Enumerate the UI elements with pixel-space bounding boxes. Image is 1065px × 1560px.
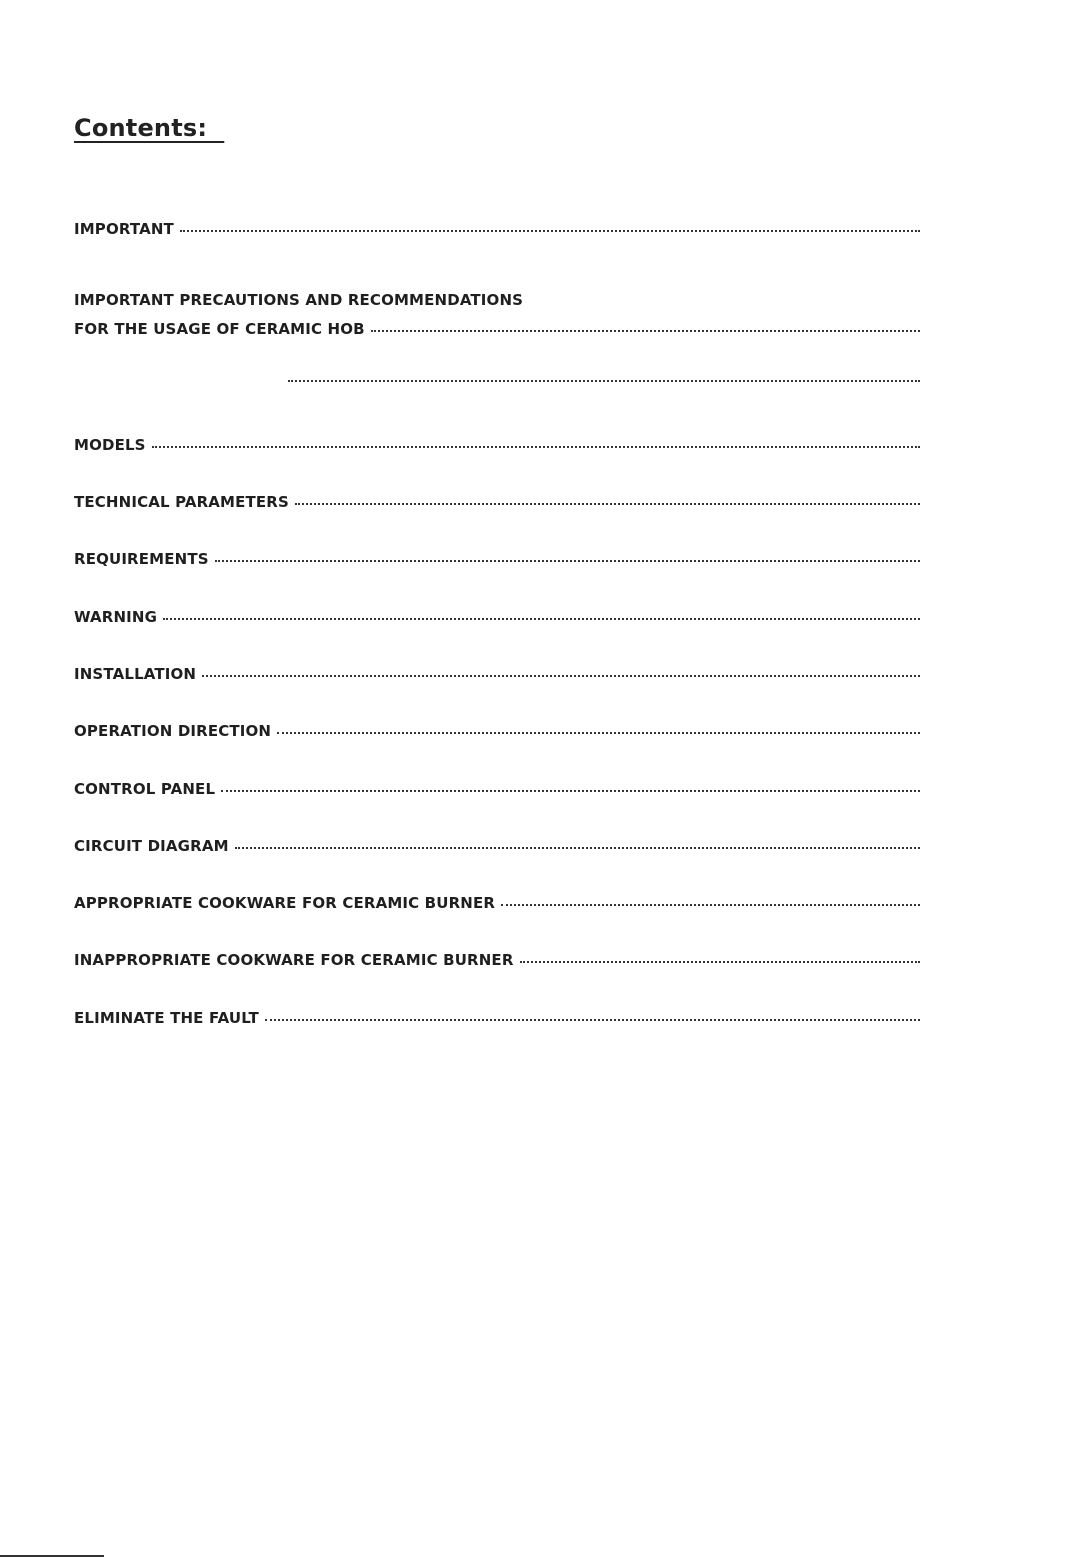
- toc-entry-models[interactable]: [74, 436, 920, 458]
- toc-entry-label: MODELS: [74, 436, 146, 454]
- dot-leader: [501, 901, 920, 906]
- toc-entry-label: CONTROL PANEL: [74, 780, 216, 798]
- dot-leader: [371, 327, 920, 332]
- toc-entry-label: REQUIREMENTS: [74, 550, 209, 568]
- toc-entry-technical-parameters[interactable]: [74, 493, 920, 515]
- toc-entry-appropriate-cookware[interactable]: [74, 894, 920, 916]
- toc-entry-control-panel[interactable]: [74, 780, 920, 802]
- toc-entry-label: INAPPROPRIATE COOKWARE FOR CERAMIC BURNER: [74, 951, 514, 969]
- toc-entry-label: TECHNICAL PARAMETERS: [74, 493, 289, 511]
- toc-entry-operation-direction[interactable]: [74, 722, 920, 744]
- dot-leader: [180, 227, 920, 232]
- toc-entry-important[interactable]: [74, 220, 920, 242]
- dot-leader: [520, 958, 920, 963]
- toc-entry-label: CIRCUIT DIAGRAM: [74, 837, 229, 855]
- dot-leader: [152, 443, 920, 448]
- toc-entry-installation[interactable]: [74, 665, 920, 687]
- toc-entry-label: WARNING: [74, 608, 158, 626]
- toc-entry-circuit-diagram[interactable]: [74, 837, 920, 859]
- toc-entry-unlabeled[interactable]: [74, 379, 920, 401]
- dot-leader: [288, 379, 920, 382]
- toc-entry-requirements[interactable]: [74, 550, 920, 572]
- table-of-contents: [74, 0, 920, 1100]
- dot-leader: [163, 615, 920, 620]
- dot-leader: [277, 729, 920, 734]
- dot-leader: [235, 844, 920, 849]
- footer-rule: [0, 1555, 104, 1557]
- toc-entry-label: IMPORTANT PRECAUTIONS AND RECOMMENDATIONS: [74, 291, 524, 309]
- toc-entry-label: APPROPRIATE COOKWARE FOR CERAMIC BURNER: [74, 894, 496, 912]
- dot-leader: [295, 500, 920, 505]
- toc-entry-inappropriate-cookware[interactable]: [74, 951, 920, 973]
- toc-entry-label: OPERATION DIRECTION: [74, 722, 272, 740]
- dot-leader: [221, 787, 920, 792]
- toc-entry-label: INSTALLATION: [74, 665, 197, 683]
- toc-entry-eliminate-fault[interactable]: [74, 1009, 920, 1031]
- dot-leader: [215, 557, 920, 562]
- toc-entry-label: ELIMINATE THE FAULT: [74, 1009, 259, 1027]
- toc-entry-label: IMPORTANT: [74, 220, 174, 238]
- toc-entry-precautions-heading[interactable]: [74, 291, 920, 313]
- toc-entry-ceramic-hob-usage[interactable]: [74, 320, 920, 342]
- toc-entry-warning[interactable]: [74, 608, 920, 630]
- dot-leader: [202, 672, 920, 677]
- toc-entry-label: FOR THE USAGE OF CERAMIC HOB: [74, 320, 365, 338]
- page-title: Contents:: [74, 114, 225, 142]
- dot-leader: [265, 1016, 920, 1021]
